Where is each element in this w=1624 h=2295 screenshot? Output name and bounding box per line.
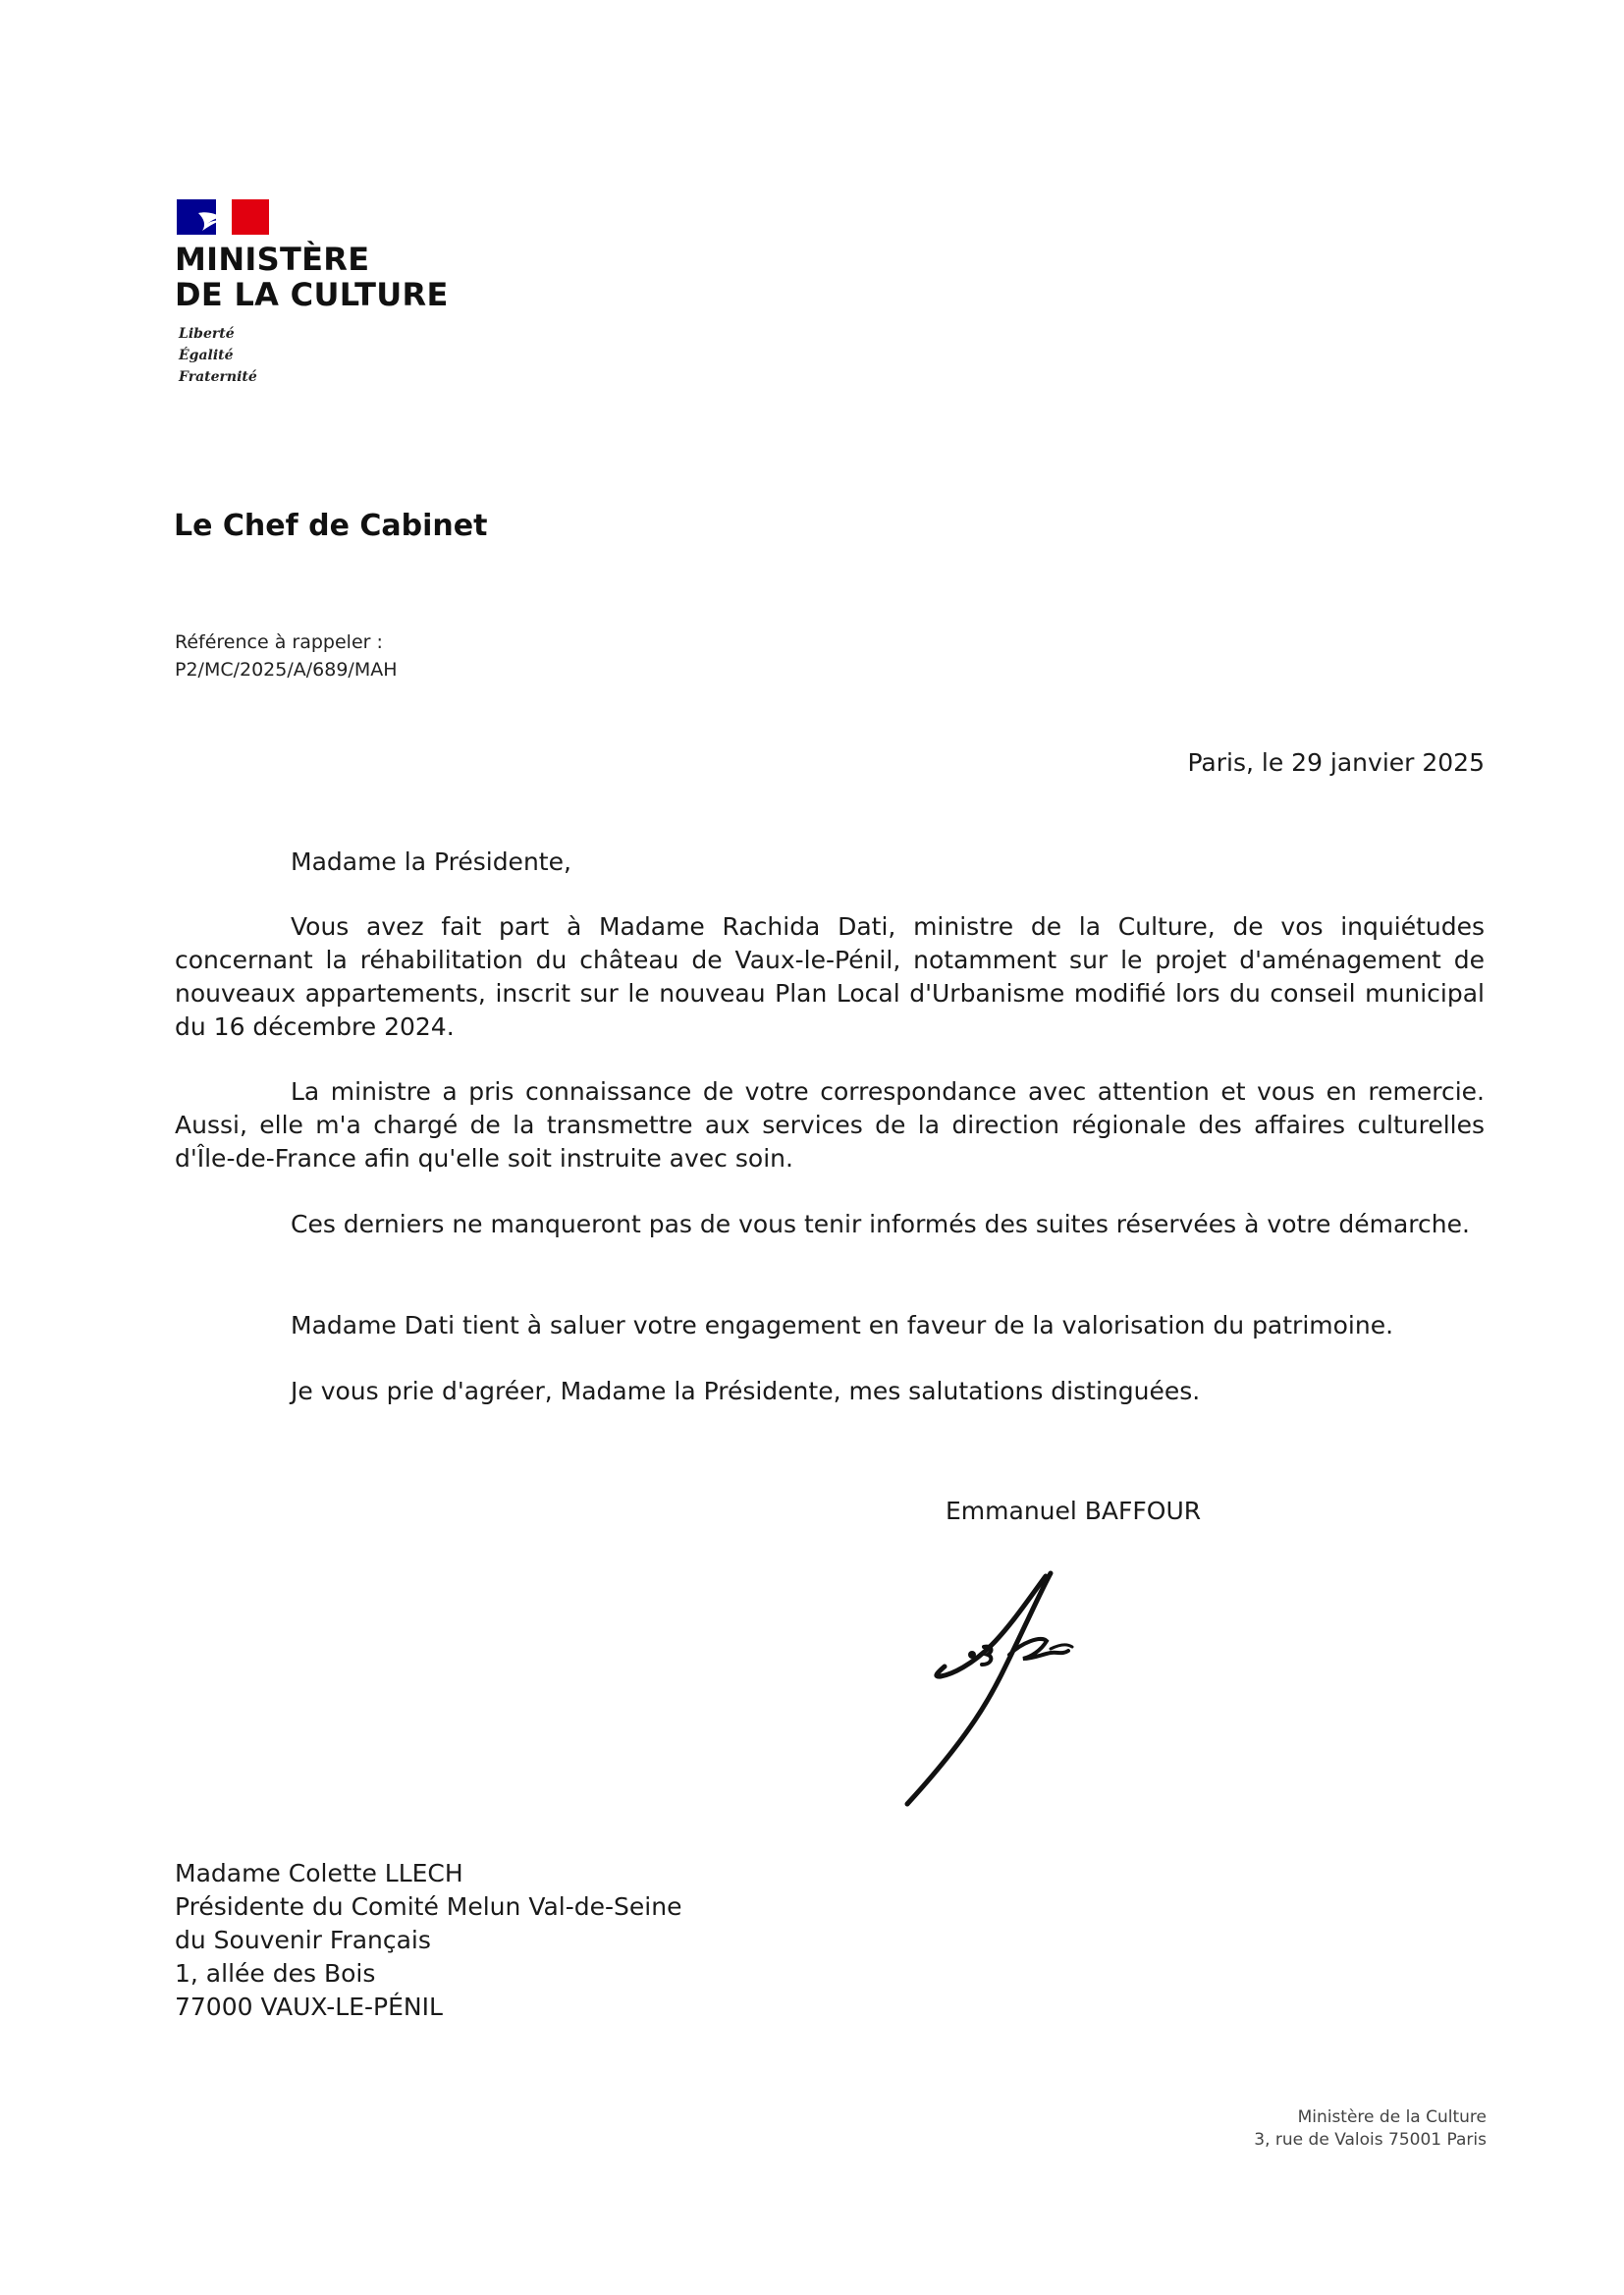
paragraph-text: Madame Dati tient à saluer votre engagement en faveur de la valorisation du patrimoine. (291, 1311, 1394, 1339)
reference-value: P2/MC/2025/A/689/MAH (175, 659, 398, 681)
republic-motto (179, 323, 257, 388)
salutation-text: Madame la Présidente, (291, 847, 571, 876)
recipient-line: Madame Colette LLECH (175, 1859, 463, 1887)
paragraph-5 (175, 1375, 1485, 1408)
paragraph-text: La ministre a pris connaissance de votre correspondance avec attention et vous en remercie. Aussi, elle m'a chargé de la transmettre aux services de la direction régionale des affaires culturelles d'Île-de-France afin qu'elle soit instruite avec soin. (175, 1077, 1485, 1173)
footer-line2: 3, rue de Valois 75001 Paris (1254, 2130, 1487, 2150)
ministry-name-line1: MINISTÈRE (175, 241, 370, 278)
paragraph-2 (175, 1075, 1485, 1175)
recipient-line: Présidente du Comité Melun Val-de-Seine (175, 1892, 682, 1921)
footer-address (1254, 2106, 1487, 2152)
motto-fraternite: Fraternité (179, 369, 257, 385)
paragraph-1 (175, 910, 1485, 1044)
paragraph-text: Je vous prie d'agréer, Madame la Présidente, mes salutations distinguées. (291, 1377, 1201, 1405)
motto-liberte: Liberté (179, 326, 235, 342)
marianne-logo-icon (177, 199, 269, 235)
paragraph-3 (175, 1208, 1485, 1241)
handwritten-signature (893, 1557, 1159, 1812)
motto-egalite: Égalité (179, 348, 234, 363)
footer-line1: Ministère de la Culture (1297, 2107, 1487, 2127)
paragraph-4 (175, 1309, 1485, 1342)
ministry-name-line2: DE LA CULTURE (175, 276, 449, 313)
reference-block (175, 628, 398, 683)
salutation (175, 846, 1485, 879)
letter-date: Paris, le 29 janvier 2025 (1187, 748, 1485, 777)
paragraph-text: Vous avez fait part à Madame Rachida Dati, ministre de la Culture, de vos inquiétudes concernant la réhabilitation du château de Vaux-le-Pénil, notamment sur le projet d'aménagement de nouveaux appartements, inscrit sur le nouveau Plan Local d'Urbanisme modifié lors du conseil municipal du 16 décembre 2024. (175, 912, 1485, 1041)
paragraph-text: Ces derniers ne manqueront pas de vous tenir informés des suites réservées à votre démarche. (291, 1210, 1470, 1238)
sender-title: Le Chef de Cabinet (174, 509, 488, 543)
ministry-logo-title (175, 242, 449, 312)
reference-label: Référence à rappeler : (175, 631, 383, 653)
recipient-line: 77000 VAUX-LE-PÉNIL (175, 1993, 443, 2021)
recipient-line: 1, allée des Bois (175, 1959, 376, 1988)
recipient-address (175, 1857, 681, 2024)
recipient-line: du Souvenir Français (175, 1926, 431, 1954)
signer-name: Emmanuel BAFFOUR (946, 1497, 1202, 1525)
